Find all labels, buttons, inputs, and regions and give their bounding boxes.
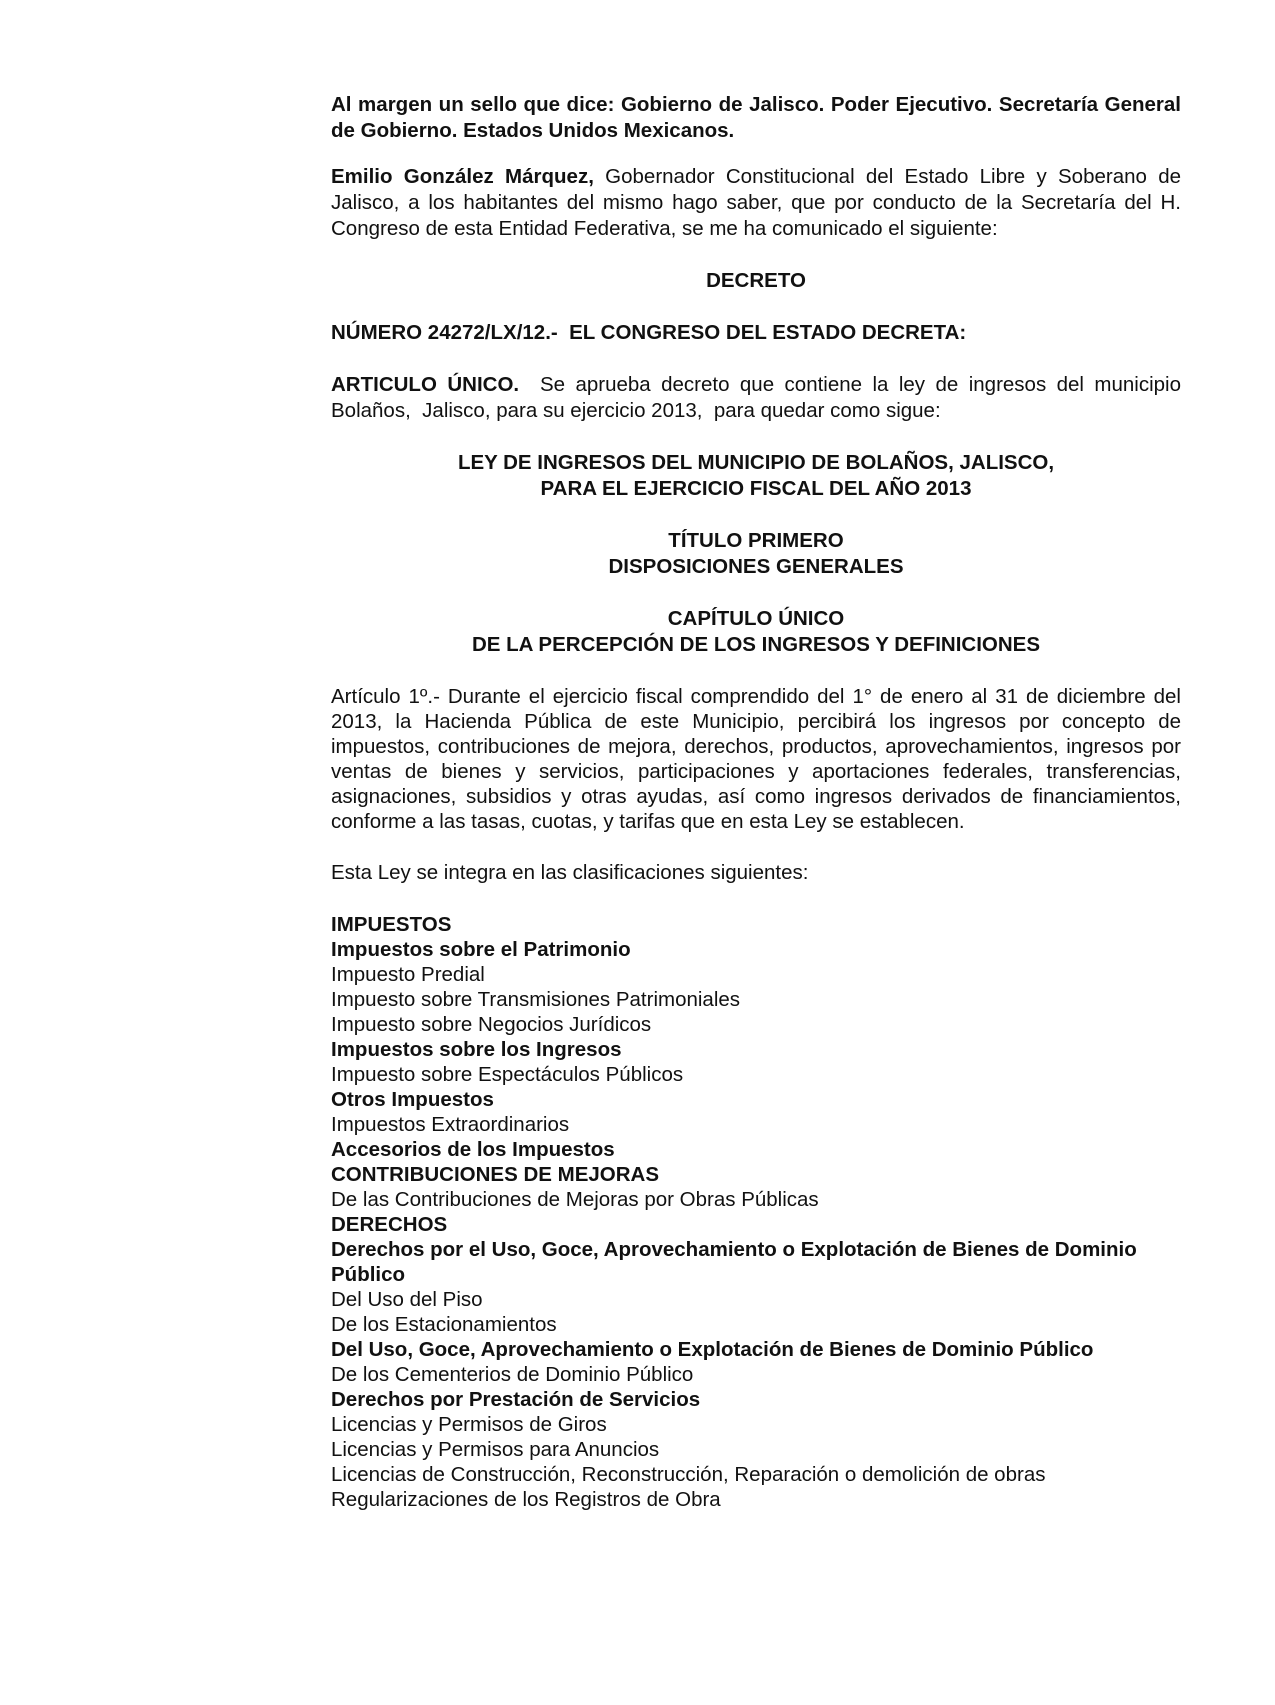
list-item: DERECHOS <box>331 1213 448 1236</box>
decree-number: NÚMERO 24272/LX/12.- EL CONGRESO DEL ESTADO DECRETA: <box>331 321 967 344</box>
list-item: Licencias de Construcción, Reconstrucción, Reparación o demolición de obras <box>331 1463 1046 1486</box>
article-unico <box>331 372 1187 424</box>
list-item: Impuesto sobre Transmisiones Patrimoniales <box>331 988 741 1011</box>
list-item: IMPUESTOS <box>331 913 452 936</box>
classification-list <box>331 912 1181 1512</box>
governor-paragraph <box>331 164 1181 242</box>
titulo-line2: DISPOSICIONES GENERALES <box>608 555 904 578</box>
list-item: Licencias y Permisos de Giros <box>331 1413 607 1436</box>
list-item: De los Cementerios de Dominio Público <box>331 1363 694 1386</box>
list-item: Derechos por Prestación de Servicios <box>331 1388 701 1411</box>
list-item: Licencias y Permisos para Anuncios <box>331 1438 660 1461</box>
titulo-line1: TÍTULO PRIMERO <box>668 529 844 552</box>
titulo-primero <box>331 528 1181 580</box>
capitulo-unico <box>331 606 1181 658</box>
article-1: Artículo 1º.- Durante el ejercicio fiscal comprendido del 1° de enero al 31 de diciembre del 2013, la Hacienda Pública de este Municipio, percibirá los ingresos por concepto de impuestos, contribuciones de mejora, derechos, productos, aprovechamientos, ingresos por ventas de bienes y servicios, participaciones y aportaciones federales, transferencias, asignaciones, subsidios y otras ayudas, así como ingresos derivados de financiamientos, conforme a las tasas, cuotas, y tarifas que en esta Ley se establecen. <box>331 685 1181 833</box>
list-item: Del Uso del Piso <box>331 1288 483 1311</box>
list-item: Accesorios de los Impuestos <box>331 1138 615 1161</box>
article-unico-label: ARTICULO ÚNICO. <box>331 373 520 396</box>
governor-name: Emilio González Márquez, <box>331 165 594 188</box>
list-item: Impuestos Extraordinarios <box>331 1113 570 1136</box>
seal-note: Al margen un sello que dice: Gobierno de Jalisco. Poder Ejecutivo. Secretaría General de Gobierno. Estados Unidos Mexicanos. <box>331 93 1181 142</box>
list-item: Impuesto Predial <box>331 963 485 986</box>
article-unico-text: Se aprueba decreto que contiene la ley de ingresos del municipio Bolaños, Jalisco, para su ejercicio 2013, para quedar como sigue: <box>331 373 1187 422</box>
law-title <box>331 450 1181 502</box>
list-item: Impuesto sobre Espectáculos Públicos <box>331 1063 684 1086</box>
list-item: Otros Impuestos <box>331 1088 494 1111</box>
list-item: Impuestos sobre el Patrimonio <box>331 938 631 961</box>
decree-heading: DECRETO <box>706 269 806 292</box>
document-page <box>331 92 1187 1512</box>
list-item: De los Estacionamientos <box>331 1313 557 1336</box>
law-title-line1: LEY DE INGRESOS DEL MUNICIPIO DE BOLAÑOS, JALISCO, <box>457 451 1055 474</box>
classification-intro: Esta Ley se integra en las clasificaciones siguientes: <box>331 861 809 884</box>
governor-text: Gobernador Constitucional del Estado Libre y Soberano de Jalisco, a los habitantes del mismo hago saber, que por conducto de la Secretaría del H. Congreso de esta Entidad Federativa, se me ha comunicado el siguiente: <box>331 165 1181 240</box>
list-item: Del Uso, Goce, Aprovechamiento o Explotación de Bienes de Dominio Público <box>331 1338 1094 1361</box>
list-item: Regularizaciones de los Registros de Obra <box>331 1488 721 1511</box>
list-item: Impuesto sobre Negocios Jurídicos <box>331 1013 652 1036</box>
law-title-line2: PARA EL EJERCICIO FISCAL DEL AÑO 2013 <box>540 477 972 500</box>
list-item: De las Contribuciones de Mejoras por Obras Públicas <box>331 1188 819 1211</box>
list-item: Impuestos sobre los Ingresos <box>331 1038 622 1061</box>
capitulo-line1: CAPÍTULO ÚNICO <box>667 607 845 630</box>
capitulo-line2: DE LA PERCEPCIÓN DE LOS INGRESOS Y DEFINICIONES <box>471 633 1041 656</box>
list-item: CONTRIBUCIONES DE MEJORAS <box>331 1163 660 1186</box>
list-item: Derechos por el Uso, Goce, Aprovechamiento o Explotación de Bienes de Dominio Público <box>331 1238 1137 1286</box>
